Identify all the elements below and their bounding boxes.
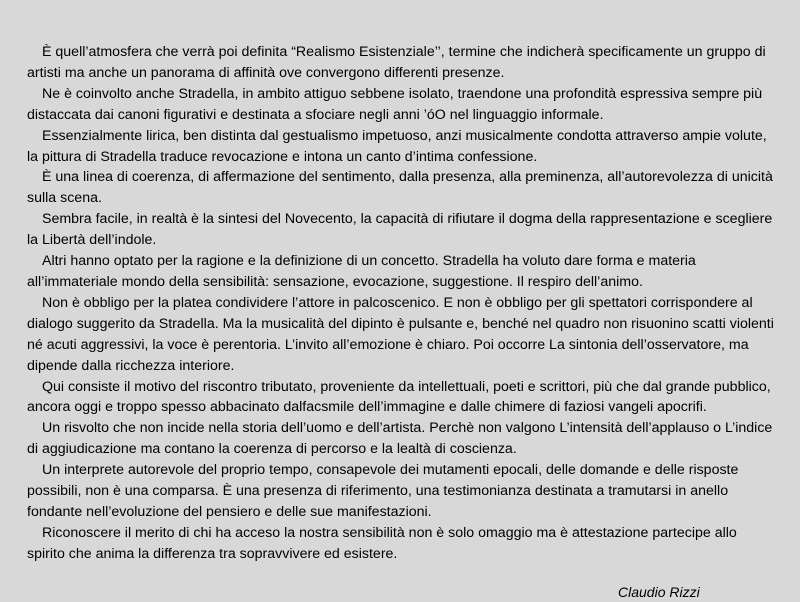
paragraph: Essenzialmente lirica, ben distinta dal gestualismo impetuoso, anzi musicalmente condotta attraverso ampie volute, la pittura di Stradella traduce revocazione e intona un canto d’intima confessione. bbox=[27, 127, 767, 165]
paragraph: È una linea di coerenza, di affermazione del sentimento, dalla presenza, alla preminenza, all’autorevolezza di unicità sulla scena. bbox=[27, 169, 773, 207]
paragraph: Non è obbligo per la platea condividere l’attore in palcoscenico. E non è obbligo per gli spettatori corrispondere al dialogo suggerito da Stradella. Ma la musicalità del dipinto è pulsante e, benché nel quadro non risuonino scatti violenti né acuti aggressivi, la voce è perentoria. L’invito all’emozione è chiaro. Poi occorre La sintonia dell’osservatore, ma dipende dalla ricchezza interiore. bbox=[27, 294, 774, 374]
paragraph: Riconoscere il merito di chi ha acceso la nostra sensibilità non è solo omaggio ma è attestazione partecipe allo spirito che anima la differenza tra sopravvivere ed esistere. bbox=[27, 524, 737, 562]
paragraph: Un interprete autorevole del proprio tempo, consapevole dei mutamenti epocali, delle domande e delle risposte possibili, non è una comparsa. È una presenza di riferimento, una testimonianza destinata a tramutarsi in anello fondante nell’evoluzione del pensiero e delle sue manifestazioni. bbox=[27, 462, 739, 520]
paragraph: Altri hanno optato per la ragione e la definizione di un concetto. Stradella ha voluto dare forma e materia all’immateriale mondo della sensibilità: sensazione, evocazione, suggestione. Il respiro dell’animo. bbox=[27, 253, 696, 290]
author-signature: Claudio Rizzi bbox=[618, 584, 700, 600]
paragraph: Ne è coinvolto anche Stradella, in ambito attiguo sebbene isolato, traendone una profondità espressiva sempre più distaccata dai canoni figurativi e destinata a sfociare negli anni ’óO nel linguaggio informale. bbox=[27, 85, 763, 123]
paragraph: Sembra facile, in realtà è la sintesi del Novecento, la capacità di rifiutare il dogma della rappresentazione e scegliere la Libertà dell’indole. bbox=[27, 211, 773, 249]
document-body bbox=[27, 42, 777, 565]
paragraph: Qui consiste il motivo del riscontro tributato, proveniente da intellettuali, poeti e scrittori, più che dal grande pubblico, ancora oggi e troppo spesso abbacinato dalfacsmile dell’immagine e dalle chimere di faziosi vangeli apocrifi. bbox=[27, 378, 771, 416]
paragraph: Un risvolto che non incide nella storia dell’uomo e dell’artista. Perchè non valgono L’intensità dell’applauso o L’indice di aggiudicazione ma contano la coerenza di percorso e la lealtà di coscienza. bbox=[27, 420, 773, 458]
paragraph: È quell’atmosfera che verrà poi definita “Realismo Esistenziale’’, termine che indicherà specificamente un gruppo di artisti ma anche un panorama di affinità ove convergono differenti presenze. bbox=[27, 44, 766, 81]
